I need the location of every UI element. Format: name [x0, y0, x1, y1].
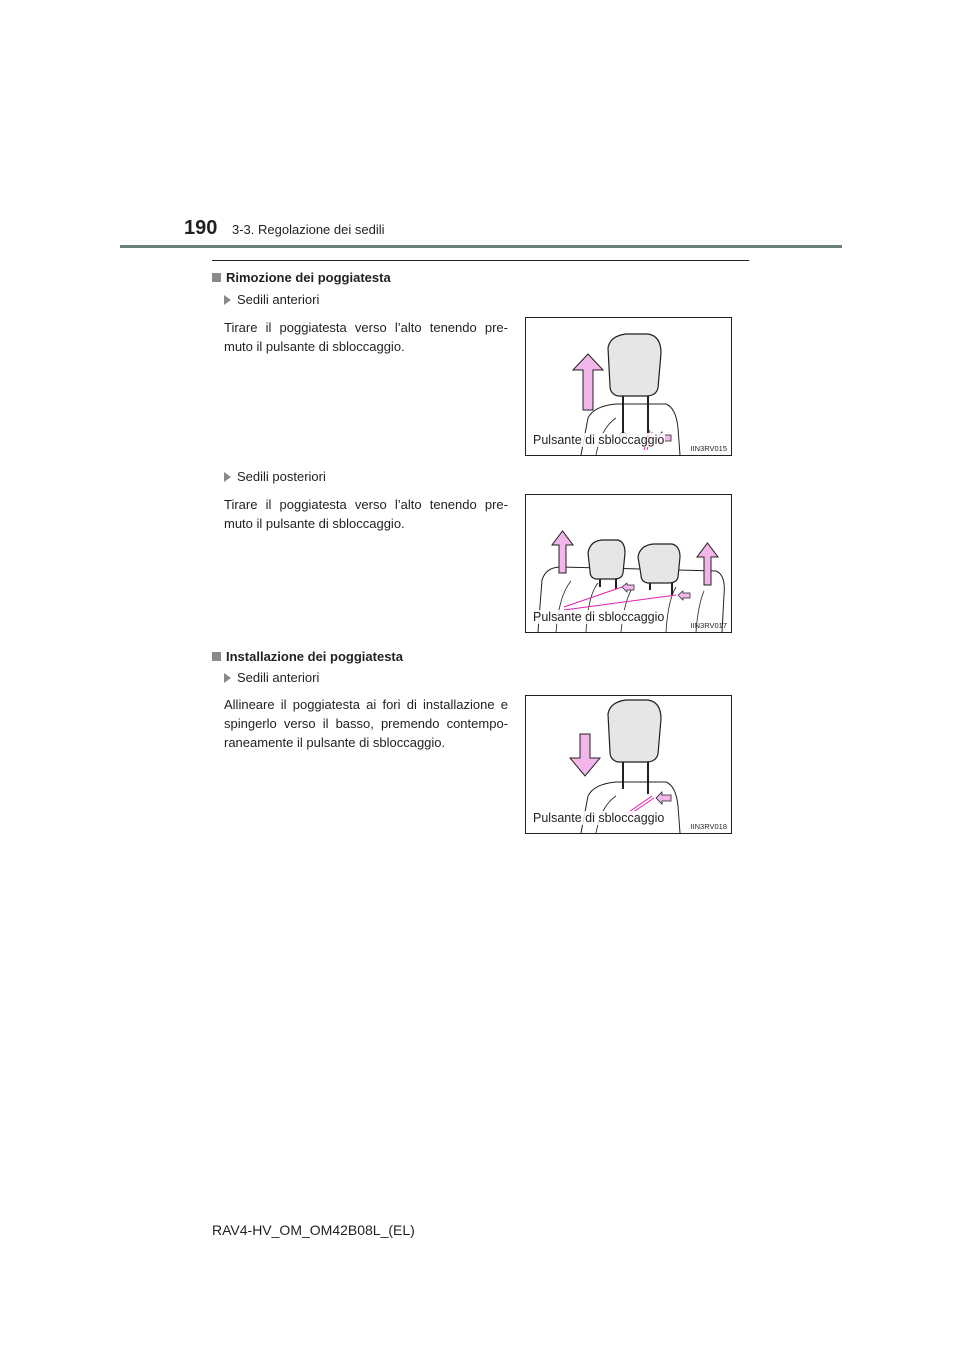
section-heading-removal	[212, 270, 391, 285]
figure-callout-label: Pulsante di sbloccaggio	[533, 811, 665, 825]
subheading-text: Sedili anteriori	[237, 292, 320, 307]
triangle-bullet-icon	[224, 673, 231, 683]
figure-front-headrest-installation	[525, 695, 732, 834]
instruction-text: Allineare il poggiatesta ai fori di installazione e spingerlo verso il basso, premendo contempo-raneamente il pulsante di sbloccaggio.	[224, 697, 508, 750]
section-heading-installation	[212, 649, 403, 664]
instruction-text: Tirare il poggiatesta verso l’alto tenendo pre-muto il pulsante di sbloccaggio.	[224, 497, 508, 531]
header-rule	[120, 245, 842, 248]
subheading-front-seats	[224, 292, 319, 307]
figure-code: IIN3RV015	[690, 444, 727, 453]
content-divider	[212, 260, 749, 261]
subheading-text: Sedili anteriori	[237, 670, 320, 685]
figure-callout-label: Pulsante di sbloccaggio	[533, 610, 665, 624]
square-bullet-icon	[212, 273, 221, 282]
document-code: RAV4-HV_OM_OM42B08L_(EL)	[212, 1222, 415, 1238]
heading-text: Rimozione dei poggiatesta	[226, 270, 391, 285]
subheading-front-seats	[224, 670, 319, 685]
figure-rear-headrest-removal	[525, 494, 732, 633]
figure-front-headrest-removal	[525, 317, 732, 456]
figure-code: IIN3RV017	[690, 621, 727, 630]
instruction-text: Tirare il poggiatesta verso l’alto tenendo pre-muto il pulsante di sbloccaggio.	[224, 320, 508, 354]
figure-code: IIN3RV018	[690, 822, 727, 831]
heading-text: Installazione dei poggiatesta	[226, 649, 403, 664]
square-bullet-icon	[212, 652, 221, 661]
subheading-text: Sedili posteriori	[237, 469, 326, 484]
section-title: 3-3. Regolazione dei sedili	[232, 222, 385, 237]
subheading-rear-seats	[224, 469, 326, 484]
triangle-bullet-icon	[224, 472, 231, 482]
figure-callout-label: Pulsante di sbloccaggio	[533, 433, 665, 447]
triangle-bullet-icon	[224, 295, 231, 305]
page-number: 190	[184, 217, 218, 239]
